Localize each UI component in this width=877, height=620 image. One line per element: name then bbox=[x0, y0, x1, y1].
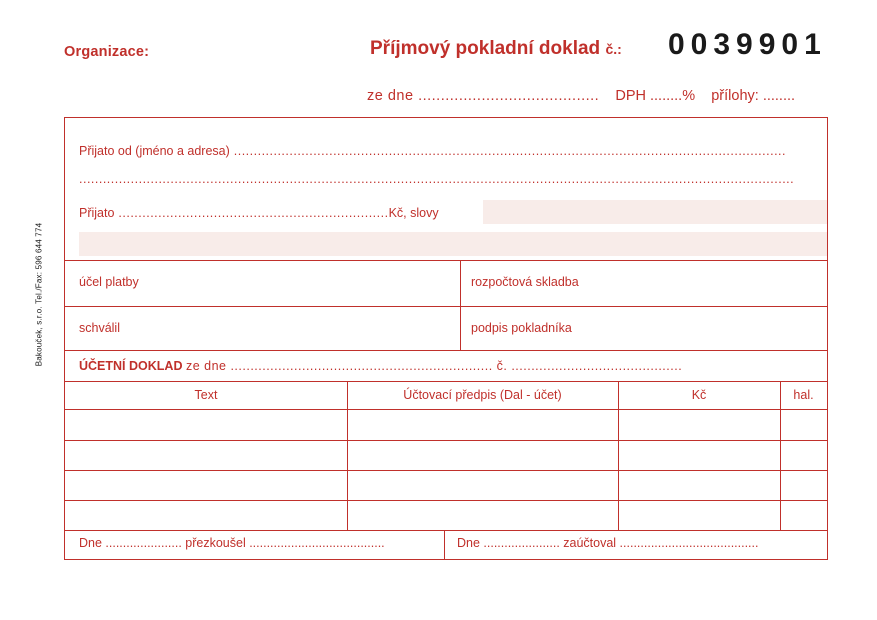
received-currency: Kč, slovy bbox=[388, 206, 439, 220]
received-from-row bbox=[79, 144, 786, 158]
divider-purpose-bottom bbox=[65, 306, 827, 307]
divider-col-text-predpis bbox=[347, 381, 348, 530]
approved-label: schválil bbox=[79, 321, 120, 335]
subheader-line bbox=[367, 88, 795, 104]
column-header-hal: hal. bbox=[793, 388, 814, 402]
vat-line: DPH ........% bbox=[615, 88, 696, 104]
purpose-label: účel platby bbox=[79, 275, 139, 289]
document-title-text: Příjmový pokladní doklad bbox=[370, 38, 601, 59]
attachments-line: přílohy: ........ bbox=[711, 88, 796, 104]
date-line: ze dne ........................................ bbox=[367, 88, 600, 104]
divider-table-head-bottom bbox=[65, 409, 827, 410]
column-header-text: Text bbox=[194, 388, 218, 402]
divider-table-row-1 bbox=[65, 440, 827, 441]
divider-vertical-middle bbox=[460, 260, 461, 350]
divider-table-row-2 bbox=[65, 470, 827, 471]
divider-approved-bottom bbox=[65, 350, 827, 351]
accounting-doc-line bbox=[79, 359, 682, 373]
column-header-kc: Kč bbox=[691, 388, 707, 402]
received-from-second-line: .................................................................................................................................................................................... bbox=[79, 172, 795, 186]
document-title bbox=[370, 38, 622, 60]
received-dots: .................................................................... bbox=[114, 206, 389, 220]
divider-col-kc-hal bbox=[780, 381, 781, 530]
footer-right-line: Dne ...................... zaúčtoval ........................................ bbox=[457, 536, 759, 550]
budget-label: rozpočtová skladba bbox=[471, 275, 579, 289]
divider-footer-vertical bbox=[444, 530, 445, 559]
document-number-prefix: č.: bbox=[605, 41, 622, 57]
received-label: Přijato bbox=[79, 206, 115, 220]
received-from-label: Přijato od (jméno a adresa) bbox=[79, 144, 230, 158]
received-row bbox=[79, 206, 439, 220]
organization-label: Organizace: bbox=[64, 44, 150, 60]
amount-words-box-2[interactable] bbox=[79, 232, 827, 256]
footer-left-line: Dne ...................... přezkoušel ....................................... bbox=[79, 536, 385, 550]
amount-words-box-1[interactable] bbox=[483, 200, 827, 224]
divider-col-predpis-kc bbox=[618, 381, 619, 530]
divider-table-head-top bbox=[65, 381, 827, 382]
accounting-doc-title: ÚČETNÍ DOKLAD bbox=[79, 359, 183, 373]
divider-purpose-top bbox=[65, 260, 827, 261]
cashier-signature-label: podpis pokladníka bbox=[471, 321, 572, 335]
printer-credit: Bakouček, s.r.o. Tel./Fax: 596 644 774 bbox=[34, 222, 44, 367]
accounting-doc-rest: ze dne .................................................................. č. ........................................... bbox=[185, 359, 683, 373]
divider-table-row-3 bbox=[65, 500, 827, 501]
divider-table-row-4 bbox=[65, 530, 827, 531]
form-frame bbox=[64, 117, 828, 560]
column-header-predpis: Účtovací předpis (Dal - účet) bbox=[403, 388, 562, 402]
document-number: 0039901 bbox=[668, 28, 827, 61]
received-from-dots: ........................................................................................................................................... bbox=[229, 144, 786, 158]
